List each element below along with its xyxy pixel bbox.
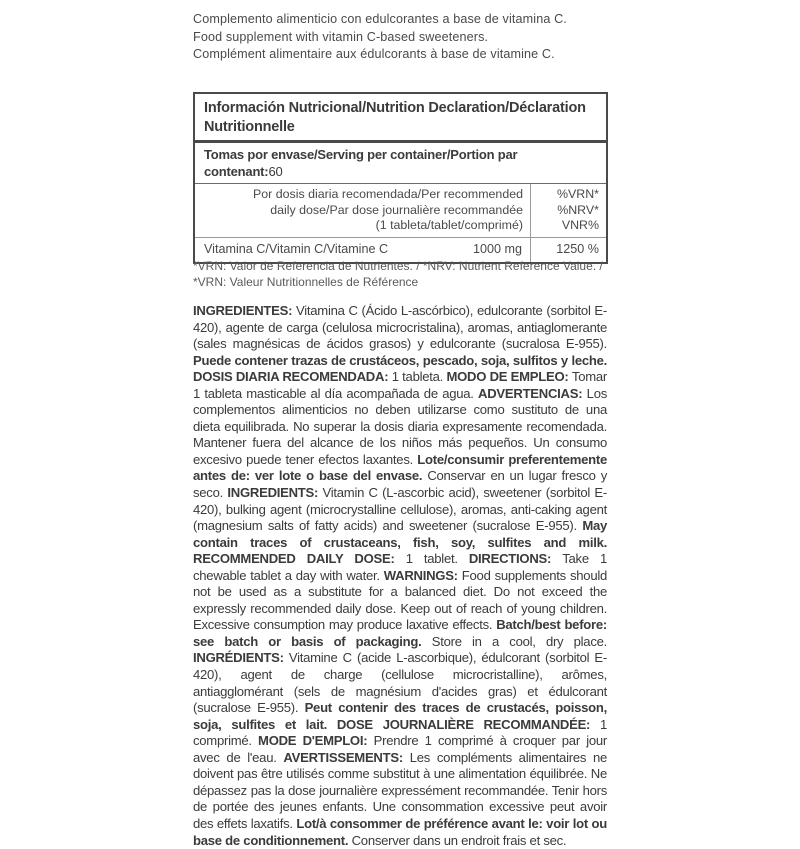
product-description-line-en: Food supplement with vitamin C-based sweeteners. [193,29,489,44]
body-heading-run: May contain traces of crustaceans, fish, soy, sulfites and milk. RECOMMENDED DAILY DOSE: [193,518,607,567]
dose-column-header-line-1: Por dosis diaria recomendada/Per recommended [253,187,523,201]
body-heading-run: MODO DE EMPLEO: [446,369,572,385]
body-heading-run: MODE D'EMPLOI: [258,733,374,749]
servings-per-container-value: 60 [268,164,283,179]
body-text-run: Tomar 1 tableta masticable al día acompañada de agua. [193,369,607,401]
body-heading-run: DIRECTIONS: [468,551,563,567]
footnote-line-1: *VRN: Valor de Referencia de Nutrientes. / *NRV: Nutrient Reference Value. / [193,259,603,273]
body-heading-run: INGREDIENTES: [193,303,297,318]
nutrient-reference-percent: 1250 % [530,238,606,262]
product-description-line-es: Complemento alimenticio con edulcorantes a base de vitamina C. [193,12,567,26]
reference-value-header-es: %VRN* [557,187,599,201]
body-heading-run: Puede contener trazas de crustáceos, pescado, soja, sulfitos y leche. DOSIS DIARIA RECOMENDADA: [193,352,607,385]
dose-column-header [195,184,530,237]
body-text-run: Vitamina C (Ácido L-ascórbico), edulcorante (sorbitol E-420), agente de carga (celulosa microcristalina), aromas, antiaglomerante (sales magnésicas de ácidos grasos) y edulcorante (sucralosa E-955). [193,303,608,352]
nutrition-table-title: Información Nutricional/Nutrition Declaration/Déclaration Nutritionnelle [195,94,606,143]
body-heading-run: WARNINGS: [383,567,462,583]
body-heading-run: INGREDIENTS: [227,485,323,501]
footnote-line-2: *VRN: Valeur Nutritionnelles de Référence [193,275,419,289]
product-description-line-fr: Complément alimentaire aux édulcorants à base de vitamine C. [193,47,555,61]
nutrient-amount: 1000 mg [472,241,522,256]
body-heading-run: AVERTISSEMENTS: [283,749,410,765]
nutrient-name: Vitamina C/Vitamin C/Vitamine C [204,241,389,256]
reference-value-column-header [530,184,606,237]
body-text-run: Los complementos alimenticios no deben utilizarse como sustituto de una dieta equilibrada. No superar la dosis diaria expresamente recomendada. Mantener fuera del alcance de los niños más pequeños. Un consumo excesivo puede tener efectos laxantes. [193,385,607,467]
body-text-run: 1 tableta. [391,369,447,385]
nutrition-facts-table [193,92,608,264]
nutrition-column-headers [195,184,606,238]
body-text-run: Store in a cool, dry place. [431,633,607,649]
ingredients-and-directions-text [193,303,607,849]
body-heading-run: Batch/best before: see batch or basis of packaging. [193,617,607,649]
body-text-run: Vitamine C (acide L-ascorbique), édulcorant (sorbitol E-420), agent de charge (cellulose microcristalline), arômes, antiagglomérant (sels de magnésium d'acides gras) et édulcorant (sucralose E-955). [193,650,607,716]
product-description [193,11,609,64]
body-text-run: 1 comprimé. [193,716,607,749]
servings-per-container-label: Tomas por envase/Serving per container/Portion par contenant: [204,147,518,179]
body-heading-run: ADVERTENCIAS: [478,385,587,401]
body-text-run: Prendre 1 comprimé à croquer par jour avec de l'eau. [193,733,607,765]
body-heading-run: INGRÉDIENTS: [193,650,289,666]
body-text-run: Food supplements should not be used as a substitute for a balanced diet. Do not exceed the expressly recommended daily dose. Keep out of reach of young children. Excessive consumption may produce laxative effects. [193,567,608,633]
reference-value-header-fr: VNR% [561,218,599,233]
servings-per-container-row [195,143,606,184]
body-heading-run: Lot/à consommer de préférence avant le: voir lot ou base de conditionnement. [193,815,607,848]
dose-column-header-line-2: daily dose/Par dose journalière recommandée [270,202,523,217]
reference-value-footnote [193,258,611,290]
body-heading-run: Peut contenir des traces de crustacés, poisson, soja, sulfites et lait. DOSE JOURNALIÈRE RECOMMANDÉE: [193,700,607,732]
body-heading-run: Lote/consumir preferentemente antes de: ver lote o base del envase. [193,451,607,484]
body-text-run: Conservar en un lugar fresco y seco. [193,468,607,501]
body-text-run: Conserver dans un endroit frais et sec. [351,832,567,848]
body-text-run: 1 tablet. [405,551,469,567]
reference-value-header-en: %NRV* [557,202,599,217]
body-text-run: Les compléments alimentaires ne doivent pas être utilisés comme substitut à une alimentation équilibrée. Ne dépassez pas la dose journalière expressément recommandée. Tenir hors de portée des jeunes enfants. Une consommation excessive peut avoir des effets laxatifs. [193,749,607,831]
body-text-run: Vitamin C (L-ascorbic acid), sweetener (sorbitol E-420), bulking agent (microcrystalline cellulose), aromas, anti-caking agent (magnesium salts of fatty acids) and sweetener (sucralose E-955). [193,485,607,534]
dose-column-header-line-3: (1 tableta/tablet/comprimé) [375,218,523,233]
body-text-run: Take 1 chewable tablet a day with water. [193,551,608,583]
